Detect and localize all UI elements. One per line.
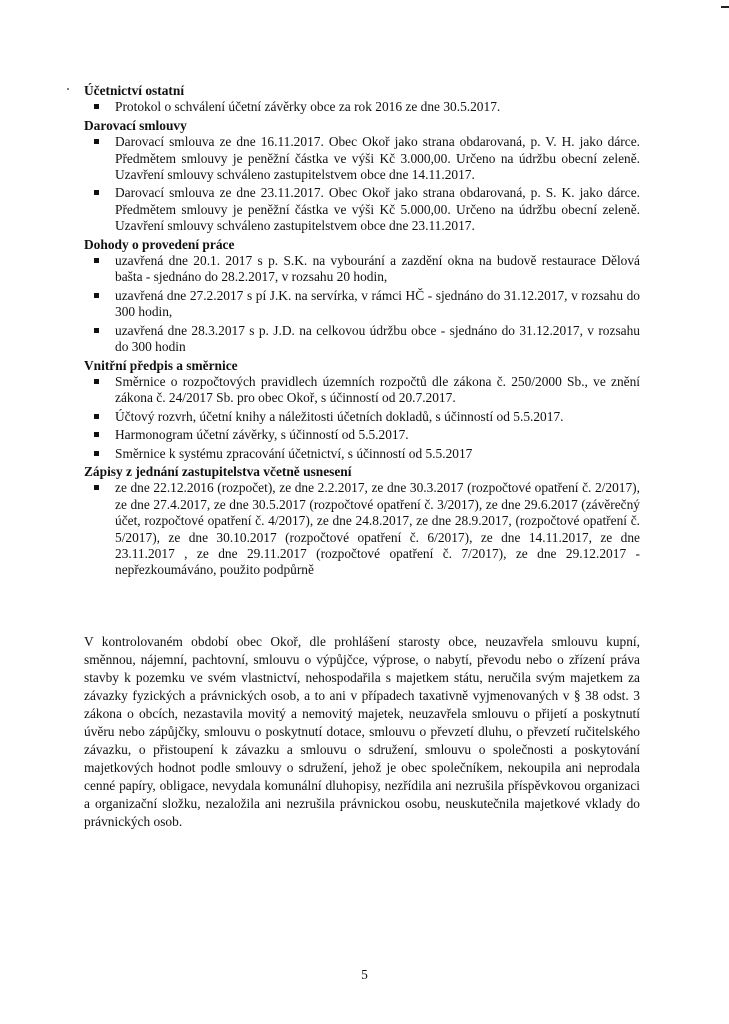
list-item: Směrnice o rozpočtových pravidlech územních rozpočtů dle zákona č. 250/2000 Sb., ve znění zákona č. 24/2017 Sb. pro obec Okoř, s účinností od 20.7.2017. [84, 374, 640, 407]
section-donation-contracts [84, 118, 640, 235]
section-accounting-other [84, 83, 640, 116]
page-number: 5 [361, 967, 368, 982]
bullet-list [84, 374, 640, 462]
list-item: Harmonogram účetní závěrky, s účinností od 5.5.2017. [84, 427, 640, 443]
list-item: uzavřená dne 27.2.2017 s pí J.K. na servírka, v rámci HČ - sjednáno do 31.12.2017, v rozsahu do 300 hodin, [84, 288, 640, 321]
section-heading: Dohody o provedení práce [84, 236, 235, 252]
list-item: Směrnice k systému zpracování účetnictví, s účinností od 5.5.2017 [84, 446, 640, 462]
bullet-list [84, 480, 640, 578]
list-item: Protokol o schválení účetní závěrky obce za rok 2016 ze dne 30.5.2017. [84, 99, 640, 115]
scan-edge-mark [721, 6, 729, 8]
bullet-list [84, 134, 640, 234]
list-item: uzavřená dne 28.3.2017 s p. J.D. na celkovou údržbu obce - sjednáno do 31.12.2017, v rozsahu do 300 hodin [84, 323, 640, 356]
bullet-list [84, 99, 640, 115]
list-item: uzavřená dne 20.1. 2017 s p. S.K. na vybourání a zazdění okna na budově restaurace Dělová bašta - sjednáno do 28.2.2017, v rozsahu 20 hodin, [84, 253, 640, 286]
list-item: Účtový rozvrh, účetní knihy a náležitosti účetních dokladů, s účinností od 5.5.2017. [84, 409, 640, 425]
section-heading: Darovací smlouvy [84, 117, 187, 133]
summary-paragraph: V kontrolovaném období obec Okoř, dle prohlášení starosty obce, neuzavřela smlouvu kupní, směnnou, nájemní, pachtovní, smlouvu o výpůjčce, výprose, o nabytí, převodu nebo o zřízení práva stavby k pozemku ve svém vlastnictví, nehospodařila s majetkem státu, neručila svým majetkem za závazky fyzických a právnických osob, a to ani v případech taxativně vyjmenovaných v § 38 odst. 3 zákona o obcích, nezastavila movitý a nemovitý majetek, neuzavřela smlouvu o přijetí a poskytnutí úvěru nebo zápůjčky, smlouvu o poskytnutí dotace, smlouvu o převzetí dluhu, o převzetí ručitelského závazku, o přistoupení k závazku a smlouvu o sdružení, smlouvu o společnosti a poskytování majetkových hodnot podle smlouvy o sdružení, jehož je obec společníkem, nekoupila ani neprodala cenné papíry, obligace, nevydala komunální dluhopisy, nezřídila ani nezrušila příspěvkovou organizaci a organizační složku, nezaložila ani nezrušila právnickou osobu, neuskutečnila majetkové vklady do právnických osob. [84, 634, 640, 829]
scan-speck [67, 88, 69, 90]
list-item: ze dne 22.12.2016 (rozpočet), ze dne 2.2.2017, ze dne 30.3.2017 (rozpočtové opatření č. 2/2017), ze dne 27.4.2017, ze dne 30.5.2017 (rozpočtové opatření č. 3/2017), ze dne 29.6.2017 (závěrečný účet, rozpočtové opatření č. 4/2017), ze dne 24.8.2017, ze dne 28.9.2017, (rozpočtové opatření č. 5/2017), ze dne 30.10.2017 (rozpočtové opatření č. 6/2017), ze dne 14.11.2017, ze dne 23.11.2017 , ze dne 29.11.2017 (rozpočtové opatření č. 7/2017), ze dne 29.12.2017 - nepřezkoumáváno, použito podpůrně [84, 480, 640, 578]
section-work-agreements [84, 237, 640, 356]
list-item: Darovací smlouva ze dne 23.11.2017. Obec Okoř jako strana obdarovaná, p. S. K. jako dárce. Předmětem smlouvy je peněžní částka ve výši Kč 5.000,00. Určeno na údržbu obecní zeleně. Uzavření smlouvy schváleno zastupitelstvem obce dne 23.11.2017. [84, 185, 640, 234]
list-item: Darovací smlouva ze dne 16.11.2017. Obec Okoř jako strana obdarovaná, p. V. H. jako dárce. Předmětem smlouvy je peněžní částka ve výši Kč 3.000,00. Určeno na údržbu obecní zeleně. Uzavření smlouvy schváleno zastupitelstvem obce dne 14.11.2017. [84, 134, 640, 183]
section-heading: Vnitřní předpis a směrnice [84, 357, 238, 373]
bullet-list [84, 253, 640, 355]
section-internal-regulations [84, 358, 640, 462]
document-body [84, 83, 640, 581]
section-heading: Zápisy z jednání zastupitelstva včetně usnesení [84, 463, 352, 479]
section-council-minutes [84, 464, 640, 579]
section-heading: Účetnictví ostatní [84, 83, 185, 98]
